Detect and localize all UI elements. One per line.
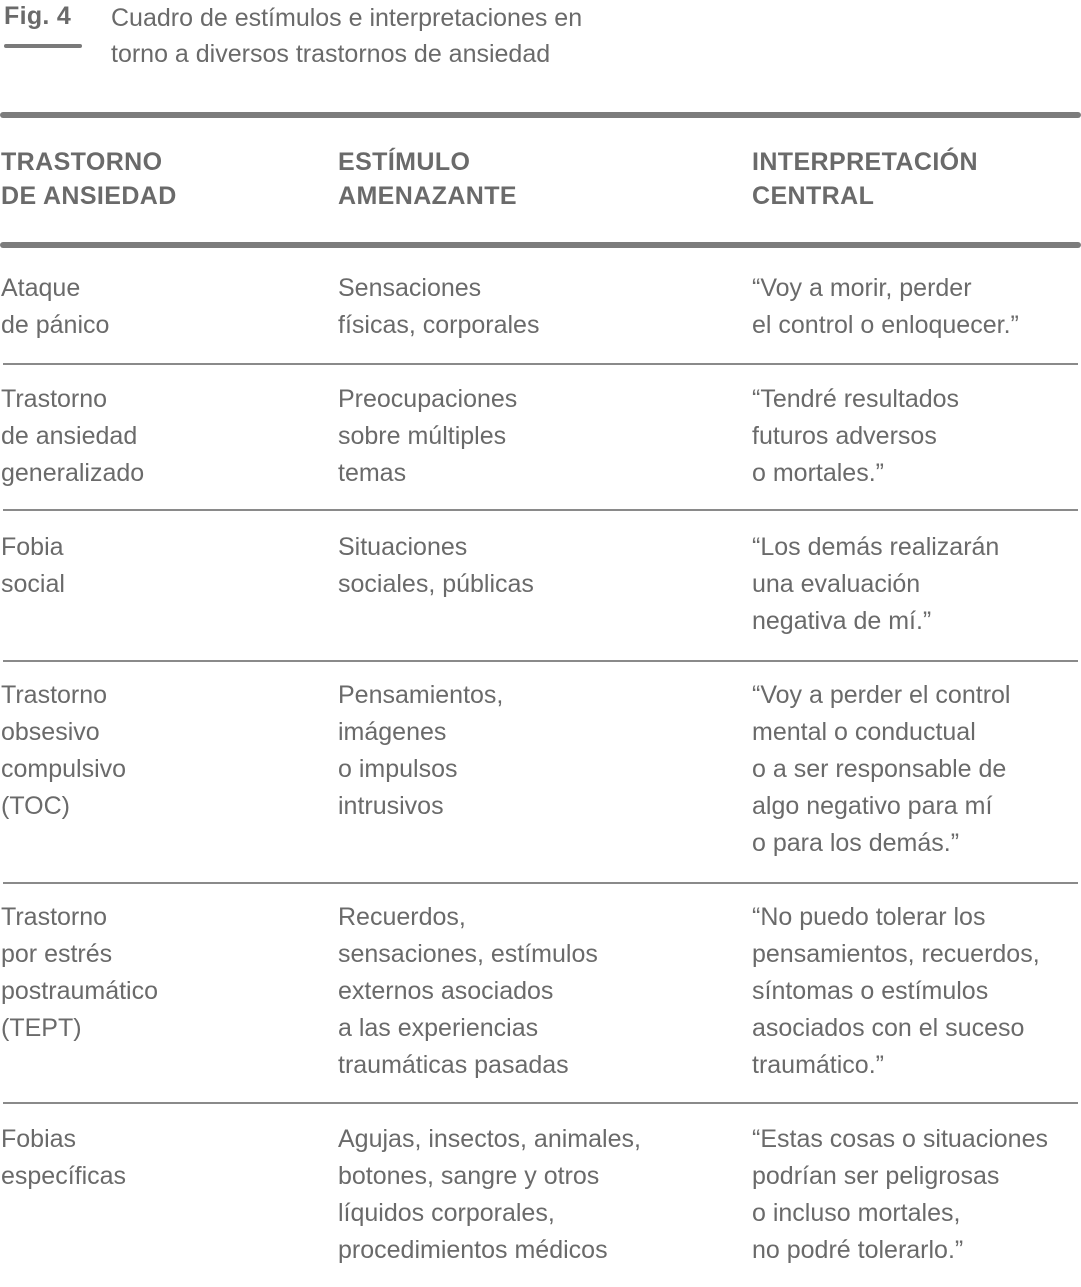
cell-interpretation — [752, 381, 959, 492]
cell-line: de pánico — [1, 311, 110, 339]
cell-line: “No puedo tolerar los — [752, 903, 986, 931]
figure-caption — [111, 0, 811, 72]
row-separator — [3, 660, 1078, 662]
cell-line: de ansiedad — [1, 422, 138, 450]
cell-line: social — [1, 570, 65, 598]
cell-stimulus — [338, 1121, 641, 1269]
cell-line: Trastorno — [1, 681, 108, 709]
cell-line: Trastorno — [1, 385, 108, 413]
cell-line: sobre múltiples — [338, 422, 507, 450]
header-line: TRASTORNO — [1, 148, 163, 176]
cell-line: líquidos corporales, — [338, 1199, 555, 1227]
row-separator — [3, 1102, 1078, 1104]
cell-line: no podré tolerarlo.” — [752, 1236, 964, 1264]
header-line: INTERPRETACIÓN — [752, 148, 978, 176]
cell-line: generalizado — [1, 459, 145, 487]
cell-line: síntomas o estímulos — [752, 977, 989, 1005]
row-separator — [3, 363, 1078, 365]
cell-disorder — [1, 677, 126, 825]
cell-interpretation — [752, 899, 1040, 1084]
cell-line: o incluso mortales, — [752, 1199, 961, 1227]
cell-disorder — [1, 899, 158, 1047]
cell-line: sociales, públicas — [338, 570, 534, 598]
cell-line: “Voy a morir, perder — [752, 274, 972, 302]
cell-line: intrusivos — [338, 792, 444, 820]
cell-line: físicas, corporales — [338, 311, 540, 339]
cell-line: postraumático — [1, 977, 159, 1005]
cell-line: (TOC) — [1, 792, 70, 820]
cell-interpretation — [752, 529, 999, 640]
cell-line: Trastorno — [1, 903, 108, 931]
cell-line: una evaluación — [752, 570, 921, 598]
cell-line: sensaciones, estímulos — [338, 940, 598, 968]
cell-line: específicas — [1, 1162, 127, 1190]
cell-line: o mortales.” — [752, 459, 884, 487]
cell-stimulus — [338, 899, 598, 1084]
cell-disorder — [1, 529, 65, 603]
cell-interpretation — [752, 1121, 1048, 1269]
cell-line: Recuerdos, — [338, 903, 466, 931]
cell-line: o a ser responsable de — [752, 755, 1007, 783]
cell-line: traumáticas pasadas — [338, 1051, 569, 1079]
cell-line: “Tendré resultados — [752, 385, 960, 413]
header-line: ESTÍMULO — [338, 148, 471, 176]
cell-line: Fobia — [1, 533, 64, 561]
cell-line: externos asociados — [338, 977, 554, 1005]
cell-stimulus — [338, 381, 517, 492]
cell-line: Situaciones — [338, 533, 468, 561]
header-disorder — [1, 145, 177, 213]
header-line: DE ANSIEDAD — [1, 182, 177, 210]
cell-line: traumático.” — [752, 1051, 884, 1079]
table-top-rule — [0, 112, 1081, 118]
cell-line: (TEPT) — [1, 1014, 82, 1042]
cell-line: mental o conductual — [752, 718, 976, 746]
cell-interpretation — [752, 270, 1019, 344]
cell-line: negativa de mí.” — [752, 607, 932, 635]
cell-line: asociados con el suceso — [752, 1014, 1025, 1042]
cell-line: Pensamientos, — [338, 681, 504, 709]
cell-line: futuros adversos — [752, 422, 937, 450]
cell-line: Fobias — [1, 1125, 77, 1153]
cell-line: el control o enloquecer.” — [752, 311, 1019, 339]
cell-line: o impulsos — [338, 755, 458, 783]
cell-line: Agujas, insectos, animales, — [338, 1125, 641, 1153]
cell-line: Ataque — [1, 274, 81, 302]
cell-interpretation — [752, 677, 1010, 862]
cell-line: podrían ser peligrosas — [752, 1162, 1000, 1190]
cell-line: procedimientos médicos — [338, 1236, 608, 1264]
cell-line: “Los demás realizarán — [752, 533, 1000, 561]
cell-line: pensamientos, recuerdos, — [752, 940, 1040, 968]
header-stimulus — [338, 145, 517, 213]
cell-line: “Voy a perder el control — [752, 681, 1011, 709]
cell-line: botones, sangre y otros — [338, 1162, 600, 1190]
cell-line: “Estas cosas o situaciones — [752, 1125, 1048, 1153]
row-separator — [3, 882, 1078, 884]
cell-line: compulsivo — [1, 755, 127, 783]
cell-line: imágenes — [338, 718, 447, 746]
figure-caption-line: Cuadro de estímulos e interpretaciones en — [111, 4, 583, 32]
header-interpretation — [752, 145, 978, 213]
header-line: AMENAZANTE — [338, 182, 517, 210]
cell-line: obsesivo — [1, 718, 100, 746]
cell-stimulus — [338, 529, 534, 603]
figure-label: Fig. 4 — [4, 2, 72, 30]
figure-label-underline — [4, 44, 82, 48]
table-header-row — [0, 145, 1081, 225]
cell-line: algo negativo para mí — [752, 792, 993, 820]
cell-stimulus — [338, 677, 503, 825]
row-separator — [3, 509, 1078, 511]
cell-disorder — [1, 270, 109, 344]
cell-disorder — [1, 1121, 126, 1195]
cell-stimulus — [338, 270, 539, 344]
table-header-rule — [0, 242, 1081, 248]
cell-line: a las experiencias — [338, 1014, 539, 1042]
cell-line: Preocupaciones — [338, 385, 518, 413]
header-line: CENTRAL — [752, 182, 875, 210]
cell-line: o para los demás.” — [752, 829, 960, 857]
cell-line: Sensaciones — [338, 274, 482, 302]
figure-caption-line: torno a diversos trastornos de ansiedad — [111, 40, 551, 68]
cell-disorder — [1, 381, 144, 492]
cell-line: temas — [338, 459, 407, 487]
cell-line: por estrés — [1, 940, 113, 968]
